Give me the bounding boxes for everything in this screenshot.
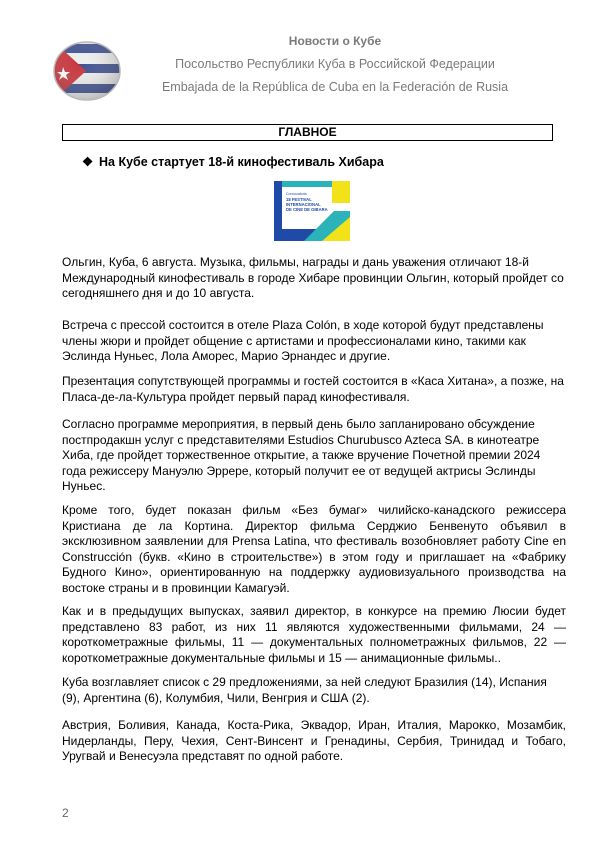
article-title: На Кубе стартует 18-й кинофестиваль Хибара	[99, 155, 384, 169]
article-headline	[82, 154, 384, 169]
newsletter-title: Новости о Кубе	[288, 34, 382, 48]
poster-line1: 18 FESTIVAL	[286, 197, 312, 202]
paragraph-6: Как и в предыдущих выпусках, заявил директор, в конкурсе на премию Люсии будет представлено 83 работ, из них 11 являются художественными фильмами, 24 — короткометражные фильмы, 11 — документальных полнометражных фильмов, 22 — короткометражные документальные фильмы и 15 — анимационные фильмы..	[62, 604, 566, 665]
poster-line3: DE CINE DE GIBARA	[286, 207, 328, 212]
paragraph-2: Встреча с прессой состоится в отеле Plaza Colón, в ходе которой будут представлены члены жюри и пройдет общение с артистами и профессионалами кино, такими как Эслинда Нуньес, Лола Аморес, Марио Эрнандес и другие.	[62, 318, 544, 364]
festival-poster-image	[274, 181, 350, 241]
diamond-bullet-icon: ❖	[82, 155, 94, 169]
page-number: 2	[62, 806, 69, 820]
paragraph-4: Согласно программе мероприятия, в первый день было запланировано обсуждение постпродакшн услуг с представителями Estudios Churubusco Azteca SA. в кинотеатре Хиба, где пройдет торжественное открытие, а также вручение Почетной премии 2024 года режиссеру Мануэлю Эррере, который получит ее от ведущей актрисы Эслинды Нуньес.	[62, 417, 541, 494]
paragraph-8: Австрия, Боливия, Канада, Коста-Рика, Эквадор, Иран, Италия, Марокко, Мозамбик, Нидерланды, Перу, Чехия, Сент-Винсент и Гренадины, Сербия, Тринидад и Тобаго, Уругвай и Венесуэла представят по одной работе.	[62, 718, 566, 764]
section-title: ГЛАВНОЕ	[62, 124, 553, 141]
paragraph-5: Кроме того, будет показан фильм «Без бумаг» чилийско-канадского режиссера Кристиана де ла Кортина. Директор фильма Серджио Бенвенуто объявил в эксклюзивном заявлении для Prensa Latina, что фестиваль возобновляет работу Cine en Construcción (букв. «Кино в строительстве») в этом году и приглашает на «Фабрику Будного Кино», ориентированную на поддержку аудиовизуального производства на востоке страны и в провинции Камагуэй.	[62, 503, 566, 595]
paragraph-3: Презентация сопутствующей программы и гостей состоится в «Каса Хитана», а позже, на Пласа-де-ла-Культура пройдет первый парад кинофестиваля.	[62, 374, 564, 404]
embassy-name-es: Embajada de la República de Cuba en la Federación de Rusia	[161, 80, 509, 94]
paragraph-1: Ольгин, Куба, 6 августа. Музыка, фильмы, награды и дань уважения отличают 18-й Международный кинофестиваль в городе Хибаре провинции Ольгин, который пройдет со сегодняшнего дня и до 10 августа.	[62, 255, 564, 301]
poster-small-text: Convocatoria	[286, 192, 307, 196]
embassy-name-ru: Посольство Республики Куба в Российской Федерации	[175, 57, 495, 71]
poster-line2: INTERNACIONAL	[286, 202, 321, 207]
paragraph-7: Куба возглавляет список с 29 предложениями, за ней следуют Бразилия (14), Испания (9), Аргентина (6), Колумбия, Чили, Венгрия и США (2).	[62, 675, 547, 705]
